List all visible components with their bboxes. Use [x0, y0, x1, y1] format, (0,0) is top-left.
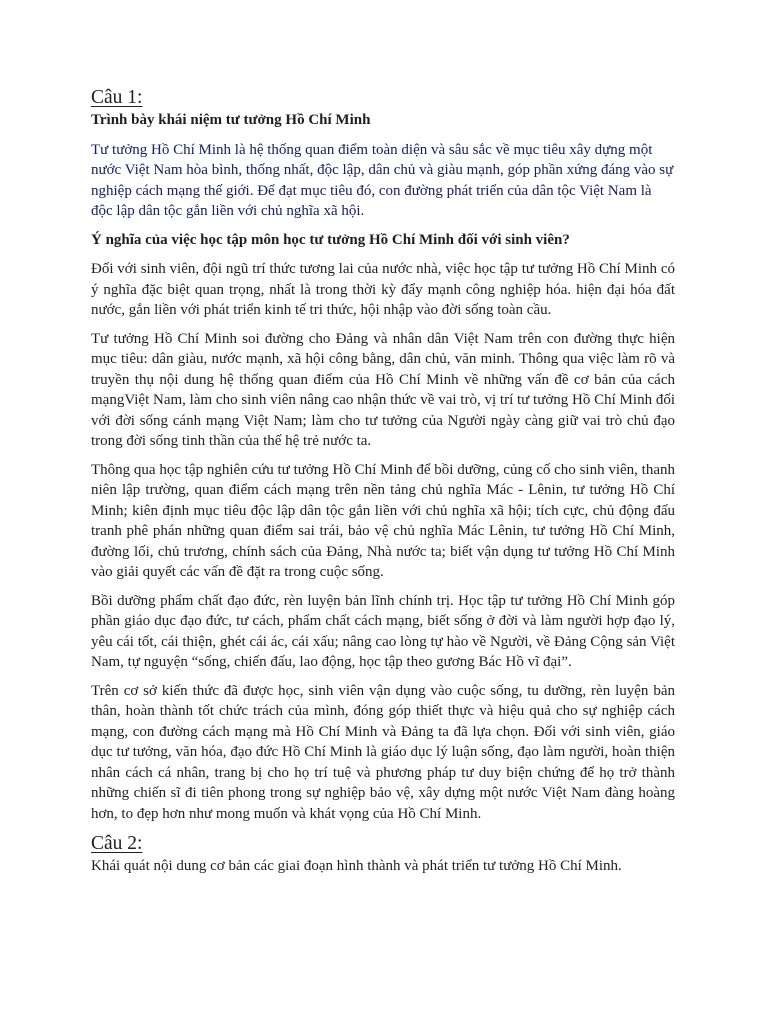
paragraph: Đối với sinh viên, đội ngũ trí thức tương lai của nước nhà, việc học tập tư tưởng Hồ Chí Minh có ý nghĩa đặc biệt quan trọng, nhất là trong thời kỳ đẩy mạnh công nghiệp hóa. hiện đại hóa đất nước, gắn liền với phát triển kinh tế tri thức, hội nhập vào đời sống toàn cầu.	[91, 261, 675, 318]
paragraph: Trên cơ sở kiến thức đã được học, sinh viên vận dụng vào cuộc sống, tu dưỡng, rèn luyện bản thân, hoàn thành tốt chức trách của mình, đóng góp thiết thực và hiệu quả cho sự nghiệp cách mạng, con đường cách mạng mà Hồ Chí Minh và Đảng ta đã lựa chọn. Đối với sinh viên, giáo dục tư tưởng, văn hóa, đạo đức Hồ Chí Minh là giáo dục lý luận sống, đạo làm người, hoàn thiện nhân cách cá nhân, trang bị cho họ trí tuệ và phương pháp tư duy biện chứng để họ trở thành những chiến sĩ đi tiên phong trong sự nghiệp bảo vệ, xây dựng một nước Việt Nam đàng hoàng hơn, to đẹp hơn như mong muốn và khát vọng của Hồ Chí Minh.	[91, 682, 675, 822]
concept-definition: Tư tưởng Hồ Chí Minh là hệ thống quan điểm toàn diện và sâu sắc về mục tiêu xây dựng một nước Việt Nam hòa bình, thống nhất, độc lập, dân chủ và giàu mạnh, góp phần xứng đáng vào sự nghiệp cách mạng thế giới. Để đạt mục tiêu đó, con đường phát triển của dân tộc Việt Nam là độc lập dân tộc gắn liền với chủ nghĩa xã hội.	[91, 141, 674, 219]
paragraph: Tư tưởng Hồ Chí Minh soi đường cho Đảng và nhân dân Việt Nam trên con đường thực hiện mục tiêu: dân giàu, nước mạnh, xã hội công bằng, dân chủ, văn minh. Thông qua việc làm rõ và truyền thụ nội dung hệ thống quan điểm của Hồ Chí Minh về những vấn đề cơ bản của cách mạngViệt Nam, làm cho sinh viên nâng cao nhận thức về vai trò, vị trí tư tưởng Hồ Chí Minh đối với đời sống cánh mạng Việt Nam; làm cho tư tưởng của Người ngày càng giữ vai trò chủ đạo trong đời sống tinh thần của thế hệ trẻ nước ta.	[91, 330, 675, 449]
question-2-heading: Câu 2:	[91, 833, 143, 854]
significance-subheading: Ý nghĩa của việc học tập môn học tư tưởng Hồ Chí Minh đối với sinh viên?	[91, 231, 570, 248]
paragraph: Bồi dưỡng phẩm chất đạo đức, rèn luyện bản lĩnh chính trị. Học tập tư tưởng Hồ Chí Minh góp phần giáo dục đạo đức, tư cách, phẩm chất cách mạng, biết sống ở đời và làm người hợp đạo lý, yêu cái tốt, cái thiện, ghét cái ác, cái xấu; nâng cao lòng tự hào về Người, về Đảng Cộng sản Việt Nam, tự nguyện “sống, chiến đấu, lao động, học tập theo gương Bác Hồ vĩ đại”.	[91, 592, 675, 670]
document-body	[91, 86, 675, 885]
concept-subheading: Trình bày khái niệm tư tưởng Hồ Chí Minh	[91, 112, 371, 128]
question-1-heading: Câu 1:	[91, 87, 143, 108]
paragraph: Thông qua học tập nghiên cứu tư tưởng Hồ Chí Minh để bồi dưỡng, củng cố cho sinh viên, thanh niên lập trường, quan điểm cách mạng trên nền tảng chủ nghĩa Mác - Lênin, tư tưởng Hồ Chí Minh; kiên định mục tiêu độc lập dân tộc gắn liền với chủ nghĩa xã hội; tích cực, chủ động đấu tranh phê phán những quan điểm sai trái, bảo vệ chủ nghĩa Mác Lênin, tư tưởng Hồ Chí Minh, đường lối, chủ trương, chính sách của Đảng, Nhà nước ta; biết vận dụng tư tưởng Hồ Chí Minh vào giải quyết các vấn đề đặt ra trong cuộc sống.	[91, 461, 675, 580]
question-2-text: Khái quát nội dung cơ bản các giai đoạn hình thành và phát triển tư tưởng Hồ Chí Minh.	[91, 858, 622, 874]
